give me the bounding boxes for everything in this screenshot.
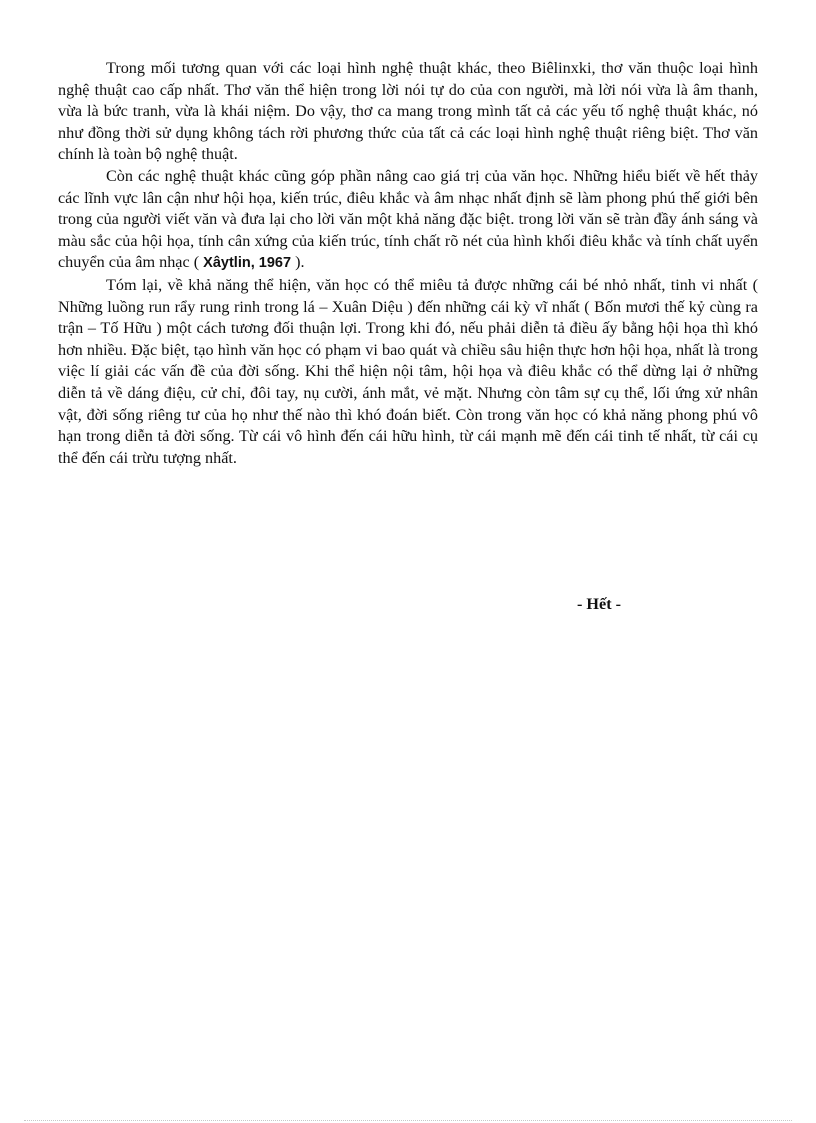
paragraph-3: Tóm lại, về khả năng thể hiện, văn học có thể miêu tả được những cái bé nhỏ nhất, tinh vi nhất ( Những luồng run rẩy rung rinh trong lá – Xuân Diệu ) đến những cái kỳ vĩ nhất ( Bốn mươi thế kỷ cùng ra trận – Tố Hữu ) một cách tương đối thuận lợi. Trong khi đó, nếu phải diễn tả điều ấy bằng hội họa thì khó hơn nhiều. Đặc biệt, tạo hình văn học có phạm vi bao quát và chiều sâu hiện thực hơn hội họa, nhất là trong việc lí giải các vấn đề của đời sống. Khi thể hiện nội tâm, hội họa và điêu khắc có thể dừng lại ở những diễn tả về dáng điệu, cử chỉ, đôi tay, nụ cười, ánh mắt, vẻ mặt. Nhưng còn tâm sự cụ thể, lối ứng xử nhân vật, đời sống riêng tư của họ như thế nào thì khó đoán biết. Còn trong văn học có khả năng phong phú vô hạn trong diễn tả đời sống. Từ cái vô hình đến cái hữu hình, từ cái mạnh mẽ đến cái tinh tế nhất, từ cái cụ thể đến cái trừu tượng nhất.: [58, 275, 758, 467]
citation: Xâytlin, 1967: [203, 255, 292, 272]
end-mark: - Hết -: [577, 595, 622, 613]
footer-divider: [24, 1120, 792, 1121]
document-body: [58, 58, 758, 469]
paragraph-2-text-after: ).: [291, 253, 305, 272]
paragraph-1: Trong mối tương quan với các loại hình nghệ thuật khác, theo Biêlinxki, thơ văn thuộc loại hình nghệ thuật cao cấp nhất. Thơ văn thể hiện trong lời nói tự do của con người, mà lời nói vừa là âm thanh, vừa là bức tranh, vừa là khái niệm. Do vậy, thơ ca mang trong mình tất cả các yếu tố nghệ thuật khác, nó như đồng thời sử dụng không tách rời phương thức của tất cả các loại hình nghệ thuật riêng biệt. Thơ văn chính là toàn bộ nghệ thuật.: [58, 59, 758, 164]
paragraph-2: [58, 166, 758, 275]
paragraph-2-text-before: Còn các nghệ thuật khác cũng góp phần nâng cao giá trị của văn học. Những hiểu biết về hết thảy các lĩnh vực lân cận như hội họa, kiến trúc, điêu khắc và âm nhạc nhất định sẽ làm phong phú thế giới bên trong của người viết văn và đưa lại cho lời văn một khả năng đặc biệt. trong lời văn sẽ tràn đầy ánh sáng và màu sắc của hội họa, tính cân xứng của kiến trúc, tính chất rõ nét của hình khối điêu khắc và tính chất uyển chuyển của âm nhạc (: [58, 166, 758, 272]
